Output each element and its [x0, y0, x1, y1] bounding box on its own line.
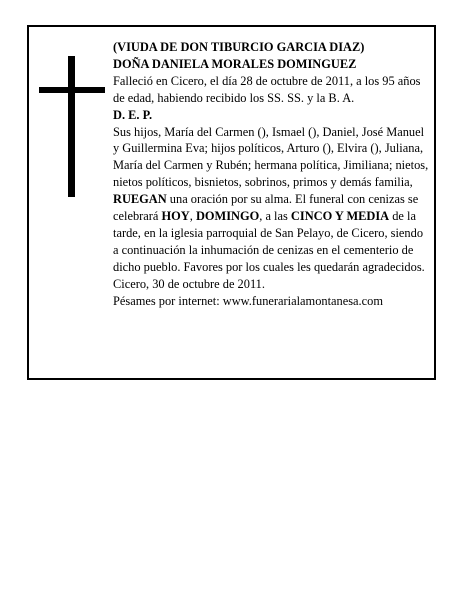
dep-line: D. E. P. [113, 107, 153, 122]
time-text: CINCO Y MEDIA [290, 209, 390, 224]
obituary-notice [27, 25, 436, 380]
hoy-text: HOY [161, 209, 190, 224]
deceased-name: DOÑA DANIELA MORALES DOMINGUEZ [113, 56, 357, 71]
condolences-line: Pésames por internet: www.funerarialamontanesa.com [113, 293, 383, 308]
funeral-paragraph [113, 191, 429, 276]
family-paragraph: Sus hijos, María del Carmen (), Ismael (), Daniel, José Manuel y Guillermina Eva; hijos políticos, Arturo (), Elvira (), Juliana, María del Carmen y Rubén; hermana política, Jimiliana; nietos, nietos políticos, bisnietos, sobrinos, primos y demás familia, [113, 124, 429, 190]
a-las-text: , a las [259, 209, 291, 224]
cross-horizontal-bar [39, 87, 105, 93]
cross-vertical-bar [68, 56, 75, 197]
notice-text [113, 39, 429, 310]
prayer-text: una oración por su alma. El funeral con cenizas se celebrará [113, 192, 419, 224]
ruegan-text: RUEGAN [113, 192, 167, 207]
funeral-details: de la tarde, en la iglesia parroquial de San Pelayo, de Cicero, siendo a continuación la inhumación de cenizas en el cementerio de dicho pueblo. Favores por los cuales les quedarán agradecidos. [113, 209, 425, 274]
death-statement: Falleció en Cicero, el día 28 de octubre de 2011, a los 95 años de edad, habiendo recibido los SS. SS. y la B. A. [113, 73, 421, 105]
cross-icon [39, 56, 105, 197]
comma-text: , [189, 209, 196, 224]
place-date: Cicero, 30 de octubre de 2011. [113, 276, 265, 291]
widow-line: (VIUDA DE DON TIBURCIO GARCIA DIAZ) [113, 40, 365, 54]
domingo-text: DOMINGO [195, 209, 260, 224]
